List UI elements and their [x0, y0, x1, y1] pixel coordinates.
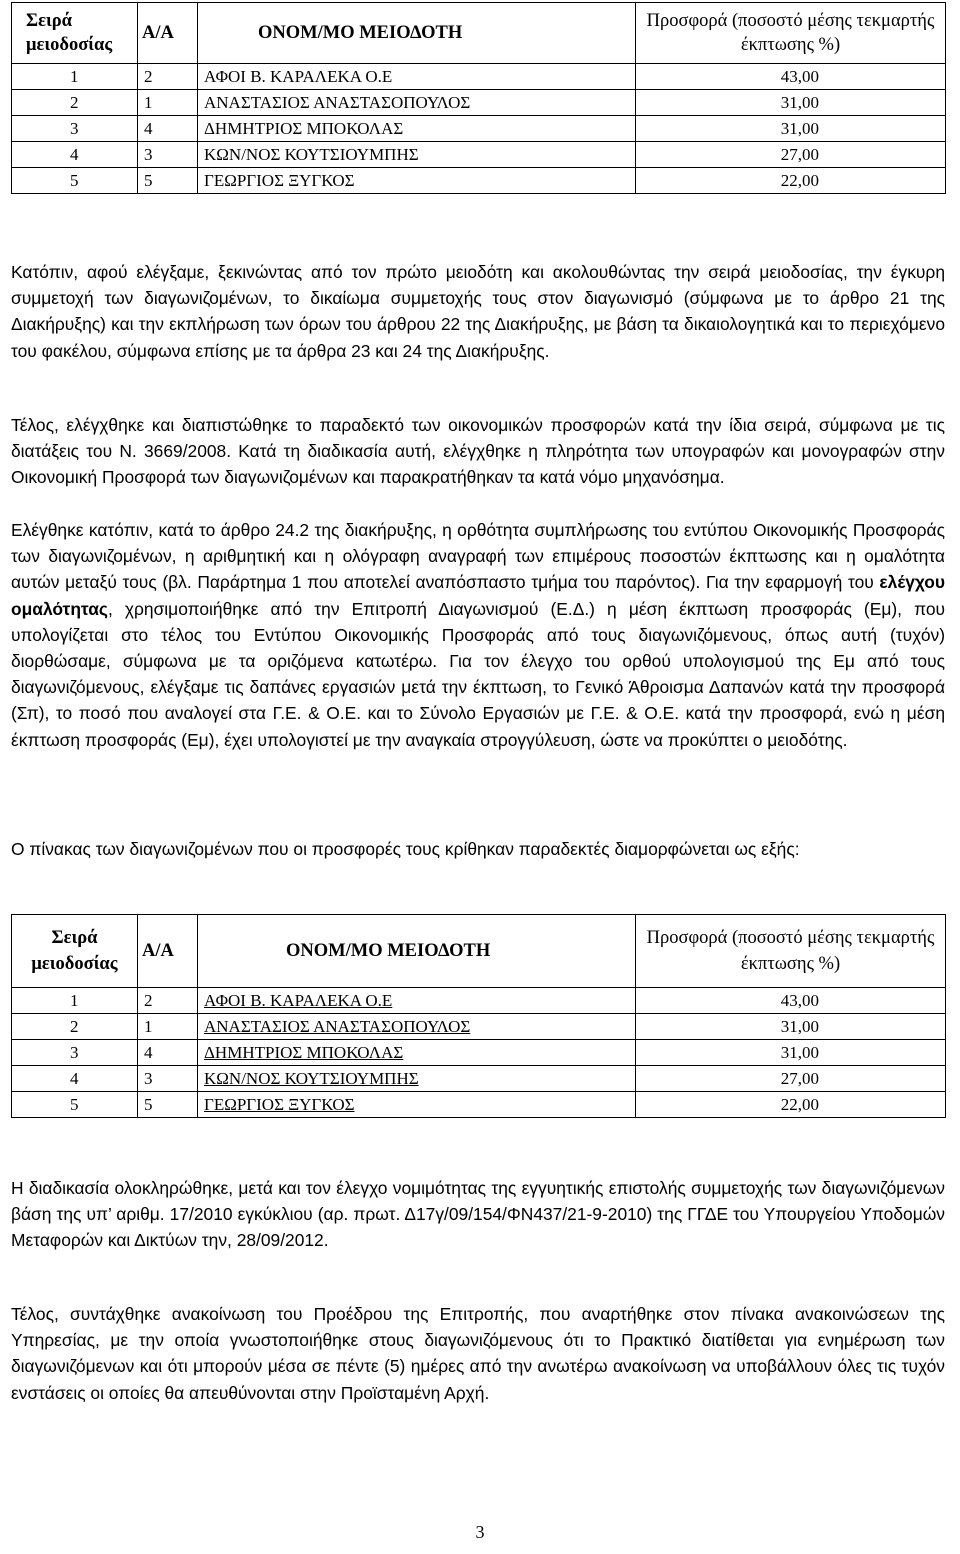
cell-aa: 3	[138, 1066, 198, 1092]
cell-aa: 5	[138, 1092, 198, 1118]
cell-offer: 43,00	[636, 64, 946, 90]
table-row	[12, 168, 946, 194]
table-row	[12, 116, 946, 142]
table-row	[12, 1092, 946, 1118]
cell-serial: 5	[12, 168, 138, 194]
table-row	[12, 1040, 946, 1066]
header-offer: Προσφορά (ποσοστό μέσης τεκμαρτής έκπτωσης %)	[636, 3, 946, 64]
cell-name: ΑΦΟΙ Β. ΚΑΡΑΛΕΚΑ Ο.Ε	[198, 64, 636, 90]
table-row	[12, 64, 946, 90]
header-serial: Σειρά μειοδοσίας	[12, 3, 138, 64]
bidders-table-initial	[11, 2, 946, 194]
cell-aa: 4	[138, 1040, 198, 1066]
header-serial: Σειρά μειοδοσίας	[12, 915, 138, 988]
header-offer: Προσφορά (ποσοστό μέσης τεκμαρτής έκπτωσης %)	[636, 915, 946, 988]
page-number: 3	[475, 1522, 485, 1542]
paragraph-regularity-text-start: Ελέγθηκε κατόπιν, κατά το άρθρο 24.2 της διακήρυξης, η ορθότητα συμπλήρωσης του εντύπου Οικονομικής Προσφοράς των διαγωνιζομένων, η αριθμητική και η ολόγραφη αναγραφή των επιμέρους ποσοστών έκπτωσης και η ομαλότητα αυτών μεταξύ τους (βλ. Παράρτημα 1 που αποτελεί αναπόσπαστο τμήμα του παρόντος). Για την εφαρμογή του	[11, 520, 945, 593]
cell-name: ΔΗΜΗΤΡΙΟΣ ΜΠΟΚΟΛΑΣ	[198, 116, 636, 142]
cell-serial: 4	[12, 1066, 138, 1092]
cell-serial: 3	[12, 1040, 138, 1066]
header-aa: Α/Α	[138, 915, 198, 988]
cell-offer: 31,00	[636, 116, 946, 142]
cell-serial: 5	[12, 1092, 138, 1118]
cell-aa: 1	[138, 1014, 198, 1040]
cell-serial: 2	[12, 90, 138, 116]
cell-offer: 31,00	[636, 90, 946, 116]
cell-serial: 3	[12, 116, 138, 142]
cell-aa: 5	[138, 168, 198, 194]
cell-aa: 2	[138, 988, 198, 1014]
cell-name: ΚΩΝ/ΝΟΣ ΚΟΥΤΣΙΟΥΜΠΗΣ	[198, 1066, 636, 1092]
cell-offer: 31,00	[636, 1040, 946, 1066]
bidders-table-accepted	[11, 914, 946, 1118]
cell-name: ΓΕΩΡΓΙΟΣ ΞΥΓΚΟΣ	[198, 168, 636, 194]
cell-offer: 31,00	[636, 1014, 946, 1040]
table-header-row	[12, 3, 946, 64]
cell-name: ΚΩΝ/ΝΟΣ ΚΟΥΤΣΙΟΥΜΠΗΣ	[198, 142, 636, 168]
cell-offer: 22,00	[636, 1092, 946, 1118]
cell-aa: 2	[138, 64, 198, 90]
paragraph-regularity-check	[11, 517, 945, 753]
table-row	[12, 988, 946, 1014]
cell-name: ΓΕΩΡΓΙΟΣ ΞΥΓΚΟΣ	[198, 1092, 636, 1118]
header-name: ΟΝΟΜ/ΜΟ ΜΕΙΟΔΟΤΗ	[198, 3, 636, 64]
table-row	[12, 1014, 946, 1040]
header-aa: Α/Α	[138, 3, 198, 64]
header-name: ΟΝΟΜ/ΜΟ ΜΕΙΟΔΟΤΗ	[198, 915, 636, 988]
paragraph-accepted-table-intro: Ο πίνακας των διαγωνιζομένων που οι προσφορές τους κρίθηκαν παραδεκτές διαμορφώνεται ως εξής:	[11, 839, 800, 859]
paragraph-financial-offers-check: Τέλος, ελέγχθηκε και διαπιστώθηκε το παραδεκτό των οικονομικών προσφορών κατά την ίδια σειρά, σύμφωνα με τις διατάξεις του Ν. 3669/2008. Κατά τη διαδικασία αυτή, ελέγχθηκε η πληρότητα των υπογραφών και μονογραφών στην Οικονομική Προσφορά των διαγωνιζομένων και παρακρατήθηκαν τα κατά νόμο μηχανόσημα.	[11, 415, 945, 488]
paragraph-eligibility-check: Κατόπιν, αφού ελέγξαμε, ξεκινώντας από τον πρώτο μειοδότη και ακολουθώντας την σειρά μειοδοσίας, την έγκυρη συμμετοχή των διαγωνιζομένων, το δικαίωμα συμμετοχής τους στον διαγωνισμό (σύμφωνα με το άρθρο 21 της Διακήρυξης) και την εκπλήρωση των όρων του άρθρου 22 της Διακήρυξης, με βάση τα δικαιολογητικά και το περιεχόμενο του φακέλου, σύμφωνα επίσης με τα άρθρα 23 και 24 της Διακήρυξης.	[11, 262, 945, 361]
table-row	[12, 142, 946, 168]
paragraph-regularity-text-end: , χρησιμοποιήθηκε από την Επιτροπή Διαγωνισμού (Ε.Δ.) η μέση έκπτωση προσφοράς (Εμ), που υπολογίζεται στο τέλος του Εντύπου Οικονομικής Προσφοράς από τους διαγωνιζόμενους, όπως αυτή (τυχόν) διορθώσαμε, σύμφωνα με τα οριζόμενα κατωτέρω. Για τον έλεγχο του ορθού υπολογισμού της Εμ από τους διαγωνιζόμενους, ελέγξαμε τις δαπάνες εργασιών μετά την έκπτωση, το Γενικό Άθροισμα Δαπανών κατά την προσφορά (Σπ), το ποσό που αναλογεί στα Γ.Ε. & Ο.Ε. και το Σύνολο Εργασιών με Γ.Ε. & Ο.Ε. κατά την προσφορά, ενώ η μέση έκπτωση προσφοράς (Εμ), έχει υπολογιστεί με την αναγκαία στρογγύλευση, ώστε να προκύπτει ο μειοδότης.	[11, 598, 945, 750]
cell-serial: 1	[12, 64, 138, 90]
cell-serial: 4	[12, 142, 138, 168]
paragraph-guarantee-check: Η διαδικασία ολοκληρώθηκε, μετά και τον έλεγχο νομιμότητας της εγγυητικής επιστολής συμμετοχής των διαγωνιζόμενων βάση της υπ’ αριθμ. 17/2010 εγκύκλιου (αρ. πρωτ. Δ17γ/09/154/ΦΝ437/21-9-2010) της ΓΓΔΕ του Υπουργείου Υποδομών Μεταφορών και Δικτύων την, 28/09/2012.	[11, 1178, 945, 1251]
paragraph-announcement: Τέλος, συντάχθηκε ανακοίνωση του Προέδρου της Επιτροπής, που αναρτήθηκε στον πίνακα ανακοινώσεων της Υπηρεσίας, με την οποία γνωστοποιήθηκε στους διαγωνιζόμενους ότι το Πρακτικό διατίθεται για ενημέρωση των διαγωνιζόμενων και ότι μπορούν μέσα σε πέντε (5) ημέρες από την ανωτέρω ανακοίνωση να υποβάλλουν όλες τις τυχόν ενστάσεις οι οποίες θα απευθύνονται στην Προϊσταμένη Αρχή.	[11, 1304, 945, 1403]
table-row	[12, 90, 946, 116]
cell-name: ΑΝΑΣΤΑΣΙΟΣ ΑΝΑΣΤΑΣΟΠΟΥΛΟΣ	[198, 90, 636, 116]
cell-offer: 43,00	[636, 988, 946, 1014]
cell-name: ΑΝΑΣΤΑΣΙΟΣ ΑΝΑΣΤΑΣΟΠΟΥΛΟΣ	[198, 1014, 636, 1040]
cell-serial: 2	[12, 1014, 138, 1040]
cell-offer: 27,00	[636, 1066, 946, 1092]
table-header-row	[12, 915, 946, 988]
cell-aa: 3	[138, 142, 198, 168]
cell-offer: 27,00	[636, 142, 946, 168]
cell-serial: 1	[12, 988, 138, 1014]
paragraph-regularity-emphasis: ελέγχου ομαλότητας	[11, 572, 945, 619]
cell-aa: 1	[138, 90, 198, 116]
table-row	[12, 1066, 946, 1092]
cell-name: ΔΗΜΗΤΡΙΟΣ ΜΠΟΚΟΛΑΣ	[198, 1040, 636, 1066]
cell-aa: 4	[138, 116, 198, 142]
cell-offer: 22,00	[636, 168, 946, 194]
cell-name: ΑΦΟΙ Β. ΚΑΡΑΛΕΚΑ Ο.Ε	[198, 988, 636, 1014]
